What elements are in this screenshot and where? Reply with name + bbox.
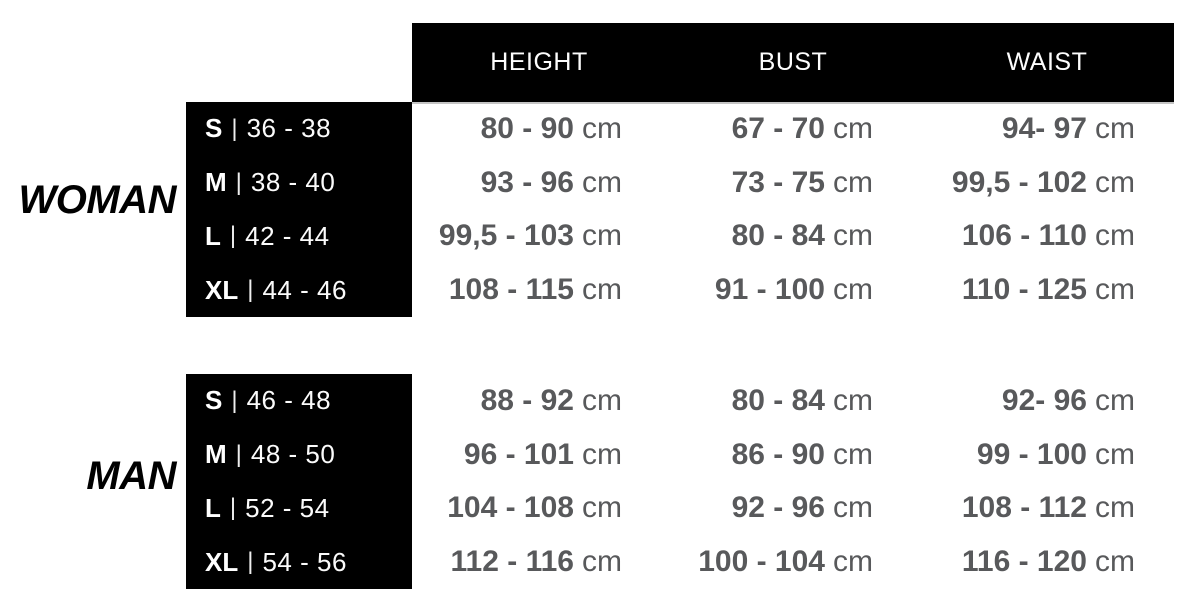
cell-value: 100 - 104 <box>698 545 825 579</box>
size-letter: S <box>205 385 223 416</box>
size-column-woman <box>186 102 412 317</box>
cell-unit: cm <box>833 545 873 579</box>
cell-value: 112 - 116 <box>450 545 574 579</box>
table-row <box>412 482 1200 536</box>
column-header-height: HEIGHT <box>490 48 588 76</box>
size-range: 48 - 50 <box>250 439 336 470</box>
cell-unit: cm <box>1095 545 1135 579</box>
cell-value: 93 - 96 <box>480 165 574 199</box>
size-range: 42 - 44 <box>245 220 330 251</box>
cell-value: 106 - 110 <box>961 219 1087 253</box>
size-row <box>186 263 412 317</box>
cell-unit: cm <box>1095 219 1135 253</box>
column-header-waist: WAIST <box>1006 48 1088 76</box>
size-divider: | <box>229 222 237 250</box>
size-range: 46 - 48 <box>246 385 332 416</box>
section-label-man: MAN <box>86 454 176 498</box>
size-row <box>186 482 412 536</box>
bust-cell <box>622 156 873 210</box>
size-column-man <box>186 374 412 589</box>
size-letter: M <box>205 439 227 470</box>
height-cell <box>412 102 622 156</box>
cell-unit: cm <box>833 219 873 253</box>
cell-unit: cm <box>582 111 622 145</box>
cell-unit: cm <box>1095 491 1135 525</box>
waist-cell <box>873 482 1135 536</box>
size-letter: M <box>205 167 227 198</box>
bust-cell <box>622 263 873 317</box>
cell-unit: cm <box>833 165 873 199</box>
size-row <box>186 156 412 210</box>
cell-unit: cm <box>582 545 622 579</box>
bust-cell <box>622 210 873 264</box>
measurements-man <box>412 374 1200 589</box>
table-row <box>412 102 1200 156</box>
cell-unit: cm <box>1095 111 1135 145</box>
cell-value: 96 - 101 <box>463 437 574 471</box>
cell-value: 108 - 115 <box>448 273 574 307</box>
size-divider: | <box>235 168 242 196</box>
height-cell <box>412 156 622 210</box>
cell-unit: cm <box>833 437 873 471</box>
waist-cell <box>873 374 1135 428</box>
table-row <box>412 374 1200 428</box>
cell-value: 80 - 84 <box>731 383 825 417</box>
cell-unit: cm <box>582 491 622 525</box>
size-divider: | <box>235 440 242 468</box>
size-row <box>186 374 412 428</box>
cell-unit: cm <box>833 383 873 417</box>
table-row <box>412 210 1200 264</box>
height-cell <box>412 263 622 317</box>
table-header-bar <box>412 23 1174 104</box>
cell-value: 99 - 100 <box>976 437 1087 471</box>
cell-unit: cm <box>833 273 873 307</box>
cell-value: 80 - 90 <box>480 111 574 145</box>
bust-cell <box>622 102 873 156</box>
size-row <box>186 428 412 482</box>
table-row <box>412 263 1200 317</box>
size-range: 52 - 54 <box>245 492 330 523</box>
cell-unit: cm <box>582 383 622 417</box>
size-letter: XL <box>205 546 239 577</box>
size-range: 44 - 46 <box>262 274 347 305</box>
size-divider: | <box>231 386 238 414</box>
waist-cell <box>873 263 1135 317</box>
height-cell <box>412 482 622 536</box>
height-cell <box>412 374 622 428</box>
cell-unit: cm <box>1095 383 1135 417</box>
cell-unit: cm <box>833 111 873 145</box>
cell-unit: cm <box>833 491 873 525</box>
table-row <box>412 156 1200 210</box>
size-divider: | <box>229 494 237 522</box>
cell-value: 67 - 70 <box>731 111 825 145</box>
size-row <box>186 102 412 156</box>
size-divider: | <box>247 548 254 576</box>
column-header-bust: BUST <box>758 48 828 76</box>
bust-cell <box>622 482 873 536</box>
size-letter: XL <box>205 274 239 305</box>
cell-unit: cm <box>1095 165 1135 199</box>
height-cell <box>412 428 622 482</box>
size-letter: S <box>205 113 223 144</box>
waist-cell <box>873 210 1135 264</box>
size-range: 38 - 40 <box>250 167 336 198</box>
cell-unit: cm <box>582 165 622 199</box>
cell-value: 110 - 125 <box>961 273 1087 307</box>
cell-value: 73 - 75 <box>731 165 825 199</box>
cell-value: 99,5 - 102 <box>951 165 1087 199</box>
cell-unit: cm <box>582 273 622 307</box>
bust-cell <box>622 374 873 428</box>
cell-value: 104 - 108 <box>447 491 574 525</box>
size-divider: | <box>247 276 254 304</box>
cell-unit: cm <box>1095 437 1135 471</box>
cell-value: 88 - 92 <box>480 383 574 417</box>
cell-unit: cm <box>1095 273 1135 307</box>
bust-cell <box>622 535 873 589</box>
height-cell <box>412 535 622 589</box>
cell-value: 108 - 112 <box>961 491 1087 525</box>
size-letter: L <box>205 220 221 251</box>
cell-value: 86 - 90 <box>731 437 825 471</box>
size-divider: | <box>231 114 238 142</box>
cell-value: 91 - 100 <box>714 273 825 307</box>
size-range: 54 - 56 <box>262 546 347 577</box>
waist-cell <box>873 535 1135 589</box>
cell-value: 80 - 84 <box>731 219 825 253</box>
cell-unit: cm <box>582 437 622 471</box>
waist-cell <box>873 102 1135 156</box>
cell-value: 99,5 - 103 <box>438 219 574 253</box>
cell-value: 94- 97 <box>1001 111 1087 145</box>
size-row <box>186 535 412 589</box>
height-cell <box>412 210 622 264</box>
table-row <box>412 428 1200 482</box>
waist-cell <box>873 156 1135 210</box>
size-letter: L <box>205 492 221 523</box>
cell-value: 92 - 96 <box>731 491 825 525</box>
table-row <box>412 535 1200 589</box>
section-label-woman: WOMAN <box>18 178 176 222</box>
cell-value: 116 - 120 <box>961 545 1087 579</box>
size-row <box>186 210 412 264</box>
cell-value: 92- 96 <box>1001 383 1087 417</box>
waist-cell <box>873 428 1135 482</box>
cell-unit: cm <box>582 219 622 253</box>
measurements-woman <box>412 102 1200 317</box>
size-range: 36 - 38 <box>246 113 332 144</box>
bust-cell <box>622 428 873 482</box>
